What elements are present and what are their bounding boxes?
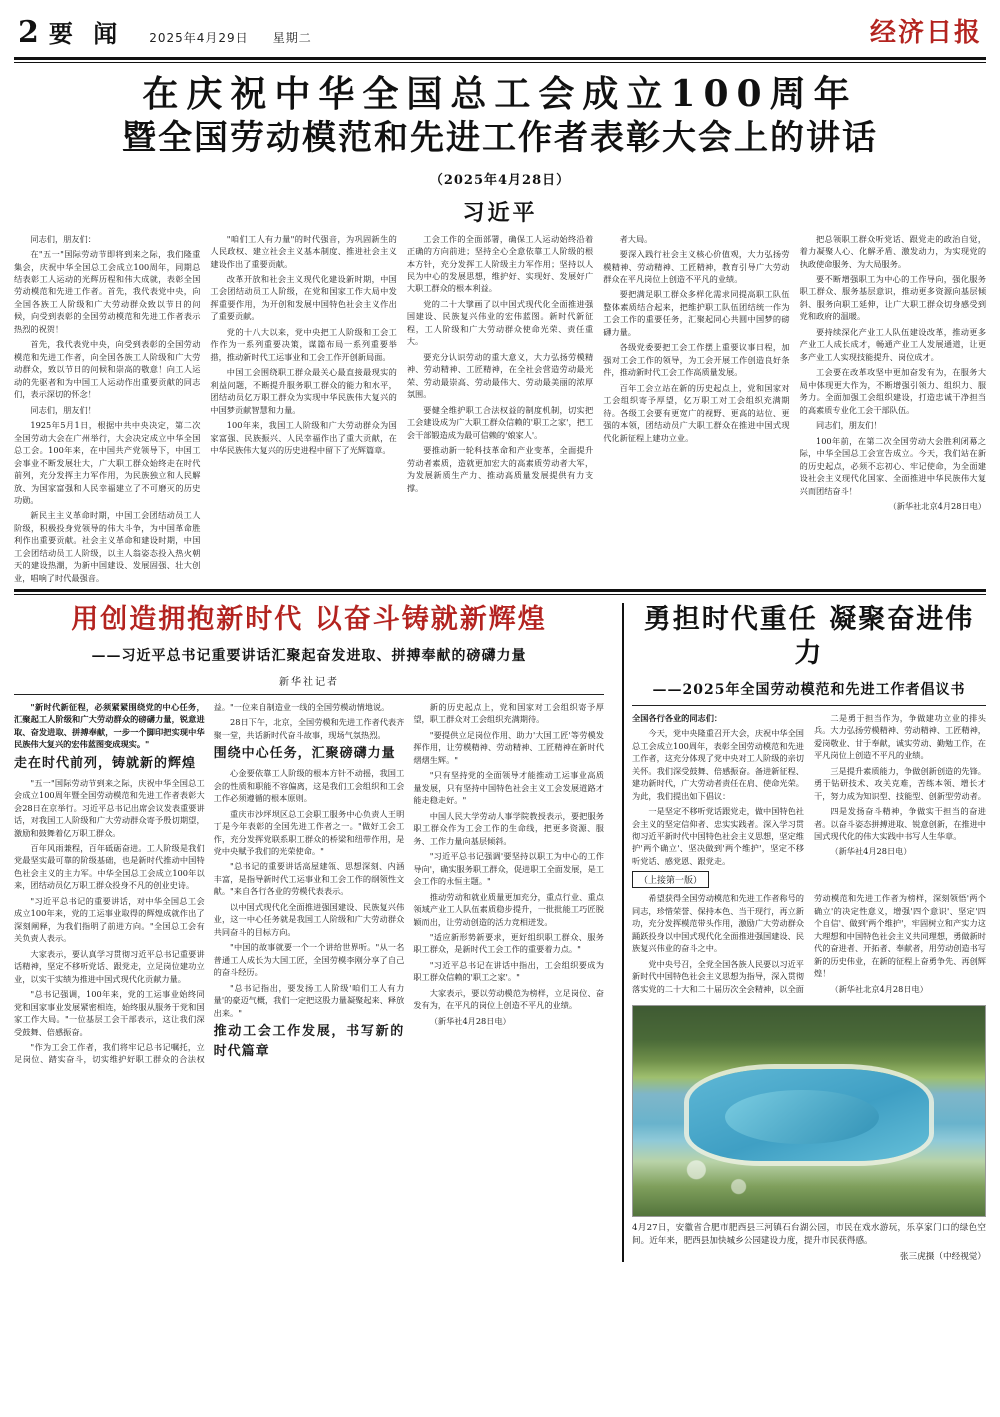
paragraph: 28日下午，北京，全国劳模和先进工作者代表齐聚一堂，共话新时代奋斗故事，现场气氛热烈。 (213, 717, 405, 740)
article-3-dateline: （新华社4月28日电） (830, 846, 912, 857)
article-2-lead: "新时代新征程，必须紧紧围绕党的中心任务，汇聚起工人阶级和广大劳动群众的磅礴力量，锐意进取、奋发进取、拼搏奉献，一步一个脚印把实现中华民族伟大复兴的宏伟蓝图变成现实。" (14, 702, 205, 750)
paragraph: 党的二十大擘画了以中国式现代化全面推进强国建设、民族复兴伟业的宏伟蓝图。新时代新征程，工人阶级和广大劳动群众使命光荣、责任重大。 (406, 298, 594, 347)
paragraph: 在"五一"国际劳动节即将到来之际，我们隆重集会，庆祝中华全国总工会成立100周年，同期总结表彰工人运动的光辉历程和伟大成就，表彰全国劳动模范和先进工作者。首先，我代表党中央，向全国各族工人阶级和广大劳动群众致以节日的问候，向受到表彰的全国劳动模范和先进工作者表示热烈的祝贺！ (14, 249, 201, 334)
article-column-1 (14, 233, 200, 588)
publication-weekday: 星期二 (272, 31, 312, 45)
publication-date: 2025年4月29日 (149, 31, 249, 45)
headline-date: （2025年4月28日） (429, 172, 571, 188)
paragraph: "要提供立足岗位作用、助力'大国工匠'等劳模发挥作用，让劳模精神、劳动精神、工匠精神在新时代熠熠生辉。" (413, 729, 604, 765)
article-2-body (14, 701, 604, 1066)
lower-section (14, 603, 986, 1262)
article-2-subhead: ——习近平总书记重要讲话汇聚起奋发进取、拼搏奉献的磅礴力量 (91, 648, 527, 664)
paragraph: 三是提升素质能力，争做创新创造的先锋。勇于钻研技术、攻关克难，苦练本领、增长才干，努力成为知识型、技能型、创新型劳动者。 (814, 765, 986, 801)
article-column-4 (603, 233, 789, 588)
paragraph: 要深入践行社会主义核心价值观，大力弘扬劳模精神、劳动精神、工匠精神，教育引导广大劳动群众在平凡岗位上创造不平凡的业绩。 (603, 249, 790, 284)
paragraph: 百年风雨兼程，百年砥砺奋进。工人阶级是我们党最坚实最可靠的阶级基础，也是新时代推动中国特色社会主义的主力军。中华全国总工会成立100年以来，团结动员亿万职工群众投身不凡的创业史诗。 (14, 842, 205, 891)
article-column-5 (800, 233, 986, 588)
paragraph: 新的历史起点上，党和国家对工会组织寄予厚望，职工群众对工会组织充满期待。 (413, 702, 604, 725)
paragraph: 大家表示，要认真学习贯彻习近平总书记重要讲话精神，坚定不移听党话、跟党走，立足岗位建功立业，以实干实绩为推进中国式现代化贡献力量。 (14, 948, 205, 984)
article-2-rule (14, 694, 604, 695)
article-3-subhead: ——2025年全国劳动模范和先进工作者倡议书 (652, 681, 966, 698)
section-divider-thick (14, 589, 986, 592)
paragraph: 党中央号召，全党全国各族人民要以习近平新时代中国特色社会主义思想为指导，深入贯彻落实党的二十大和二十届历次全会精神，以全面劳动模范和先进工作者为榜样，深刻领悟'两个确立'的决定性意义，增强'四个意识'、坚定'四个自信'、做到'两个维护'，牢固树立和产实力这大理想和中国特色社会主义共同理想，勇做新时代的奋进者、开拓者、奉献者，用劳动创造书写新的历史伟业，在新的征程上奋勇争先、再创辉煌！ (632, 893, 986, 994)
vertical-divider (622, 603, 624, 1262)
page-number: 2 (18, 15, 39, 50)
masthead (14, 10, 986, 55)
paragraph: "咱们工人有力量"的时代强音，为巩固新生的人民政权、建立社会主义基本制度、推进社会主义建设作出了重要贡献。 (210, 233, 397, 269)
main-article-columns (14, 233, 986, 588)
paragraph: 要健全维护职工合法权益的制度机制，切实把工会建设成为广大职工群众信赖的'职工之家'，把工会干部锻造成为最可信赖的'娘家人'。 (406, 404, 594, 440)
paragraph: 1925年5月1日，根据中共中央决定，第二次全国劳动大会在广州举行，大会决定成立中华全国总工会。100年来，在中国共产党领导下，中国工会事业不断发展壮大，广大职工群众始终走在时代前列，充分发挥主力军作用，为民族独立和人民解放、为国家富强和人民幸福建立了不可磨灭的历史功勋。 (14, 420, 201, 505)
paragraph: "习近平总书记在讲话中指出，工会组织要成为职工群众信赖的'职工之家'。" (413, 959, 604, 983)
article-3-body (632, 712, 986, 868)
main-headline (14, 71, 986, 227)
paragraph: "适应新形势新要求，更好组织职工群众、服务职工群众，是新时代工会工作的重要着力点。" (413, 931, 604, 955)
paragraph: 重庆市沙坪坝区总工会职工服务中心负责人王明丁是今年表彰的全国先进工作者之一。"做好工会工作，充分发挥党联系职工群众的桥梁和纽带作用，是党中央赋予我们的光荣使命。" (213, 808, 405, 856)
paragraph: "五一"国际劳动节到来之际，庆祝中华全国总工会成立100周年暨全国劳动模范和先进工作者表彰大会28日在京举行。习近平总书记出席会议发表重要讲话，对我国工人阶级和广大劳动群众寄予殷切期望，激励和鼓舞着亿万职工群众。 (14, 777, 205, 838)
paragraph: 把总领职工群众听党话、跟党走的政治自觉，着力凝聚人心、化解矛盾、激发动力，为实现党的执政使命服务、为大局服务。 (799, 233, 987, 269)
continued-from-label: （上接第一版） (632, 871, 709, 888)
paragraph: 中国人民大学劳动人事学院教授表示，要把服务职工群众作为工会工作的生命线，把更多资源、服务、工作力量向基层倾斜。 (413, 810, 604, 846)
paragraph: "总书记强调，100年来，党的工运事业始终同党和国家事业发展紧密相连，始终服从服务于党和国家工作大局。"一位基层工会干部表示，这让我们深受鼓舞、倍感振奋。 (14, 989, 205, 1037)
article-3-rule (632, 705, 986, 706)
paragraph: 心金要依靠工人阶级的根本方针不动摇，我国工会的性质和职能不容偏离，这是我们工会组织和工会工作必须遵循的根本原则。 (213, 768, 405, 804)
article-column-2 (210, 233, 396, 588)
paragraph: "总书记的重要讲话高屋建瓴、思想深刻、内涵丰富，是指导新时代工运事业和工会工作的纲领性文献。"来自各行各业的劳模代表表示。 (213, 861, 405, 897)
paragraph: 要持续深化产业工人队伍建设改革，推动更多产业工人成长成才，畅通产业工人发展通道，让更多产业工人实现技能提升、岗位成才。 (799, 326, 987, 362)
paragraph: 要推动新一轮科技革命和产业变革，全面提升劳动者素质，造就更加宏大的高素质劳动者大军，为发展新质生产力、推动高质量发展提供有力支撑。 (406, 445, 594, 493)
paragraph: 党的十八大以来，党中央把工人阶级和工会工作作为一系列重要决策，谋篇布局一系列重要举措，推动新时代工运事业和工会工作开创新局面。 (210, 326, 397, 362)
masthead-rule-thin (14, 62, 986, 63)
article-2-headline: 用创造拥抱新时代 以奋斗铸就新辉煌 (71, 604, 547, 636)
paragraph: "习近平总书记的重要讲话，对中华全国总工会成立100年来，党的工运事业取得的辉煌成就作出了深刻阐释，为我们指明了前进方向。"全国总工会有关负责人表示。 (14, 895, 205, 944)
paragraph: 要把满足职工群众多样化需求同提高职工队伍整体素质结合起来，把维护职工队伍团结统一作为工会工作的重要任务，汇聚起同心共圆中国梦的磅礴力量。 (603, 289, 790, 337)
paragraph: 二是勇于担当作为，争做建功立业的排头兵。大力弘扬劳模精神、劳动精神、工匠精神，爱岗敬业、甘于奉献，诚实劳动、勤勉工作，在平凡岗位上创造不平凡的业绩。 (814, 712, 986, 761)
paragraph: 工会要在改革攻坚中更加奋发有为，在服务大局中体现更大作为，不断增强引领力、组织力、服务力。全面加强工会组织建设，打造忠诚干净担当的高素质专业化工会干部队伍。 (799, 367, 987, 415)
photo-block (632, 1005, 986, 1263)
paragraph: 一是坚定不移听党话跟党走，做中国特色社会主义的坚定信仰者、忠实实践者。深入学习贯彻习近平新时代中国特色社会主义思想，坚定维护'两个确立'、坚决做到'两个维护'，坚定不移听党话、感党恩、跟党走。 (632, 806, 804, 866)
park-photo (632, 1005, 986, 1217)
section-divider-thin (14, 594, 986, 595)
article-3-headline: 勇担时代重任 凝聚奋进伟力 (643, 604, 975, 669)
paragraph: "只有坚持党的全面领导才能推动工运事业高质量发展，只有坚持中国特色社会主义工会发展道路才能走稳走好。" (413, 770, 604, 806)
paragraph: 要充分认识劳动的重大意义，大力弘扬劳模精神、劳动精神、工匠精神，在全社会营造劳动最光荣、劳动最崇高、劳动最伟大、劳动最美丽的浓厚氛围。 (406, 351, 594, 400)
paragraph: 同志们，朋友们！ (816, 420, 882, 431)
paragraph: 同志们，朋友们： (30, 233, 96, 244)
paragraph: 工会工作的全面部署，确保工人运动始终沿着正确的方向前进；坚持全心全意依靠工人阶级的根本方针，充分发挥工人阶级主力军作用；坚持以人民为中心的发展思想，维护好、实现好、发展好广大职工群众的根本利益。 (406, 233, 594, 294)
paragraph: 以中国式现代化全面推进强国建设、民族复兴伟业，这一中心任务就是我国工人阶级和广大劳动群众共同奋斗的目标方向。 (213, 901, 405, 937)
paragraph: 100年来，我国工人阶级和广大劳动群众为国家富强、民族振兴、人民幸福作出了重大贡献，在中华民族伟大复兴的历史进程中留下了光辉篇章。 (210, 420, 397, 456)
paragraph: 希望获得全国劳动模范和先进工作者称号的同志，珍惜荣誉、保持本色、当干现行，再立新功，充分发挥模范带头作用，激励广大劳动群众踊跃投身以中国式现代化全面推进强国建设、民族复兴伟业的奋斗之中。 (632, 893, 804, 954)
paragraph: "习近平总书记强调'要坚持以职工为中心的工作导向'，确实服务职工群众，促进职工全面发展，是工会工作的永恒主题。" (413, 851, 604, 887)
photo-credit: 张三虎摄（中经视觉） (900, 1252, 986, 1263)
paragraph: 四是发扬奋斗精神，争做实干担当的奋进者。以奋斗姿态拼搏进取、锐意创新，在推进中国式现代化的伟大实践中书写人生华章。 (814, 806, 986, 841)
section-title: 要 闻 (48, 19, 124, 48)
article-3 (632, 603, 986, 1262)
masthead-left (18, 14, 312, 49)
paragraph: 今天，党中央隆重召开大会，庆祝中华全国总工会成立100周年，表彰全国劳动模范和先进工作者，这充分体现了党中央对工人阶级的亲切关怀。我们深受鼓舞、倍感振奋。备进新征程、建功新时代，广大劳动者责任在肩、使命光荣。为此，我们提出如下倡议： (632, 728, 804, 801)
paragraph: 新民主主义革命时期，中国工会团结动员工人阶级，积极投身党领导的伟大斗争，为中国革命胜利作出重要贡献。社会主义革命和建设时期，中国工会团结动员工人阶级，以主人翁姿态投入热火朝天的建设热潮，为新中国建设、发展固强、壮大创业，唱响了时代最强音。 (14, 510, 201, 583)
headline-line-2: 暨全国劳动模范和先进工作者表彰大会上的讲话 (122, 118, 878, 159)
paragraph: 推动劳动和就业质量更加充分，重点行业、重点领域产业工人队伍素质稳步提升，一批批能工巧匠脱颖而出，让劳动创造的活力竞相迸发。 (413, 891, 604, 927)
paragraph: 改革开放和社会主义现代化建设新时期，中国工会团结动员工人阶级，在党和国家工作大局中发挥重要作用，为开创和发展中国特色社会主义作出了重要贡献。 (210, 274, 397, 322)
article-2-dateline: （新华社4月28日电） (429, 1015, 511, 1026)
paragraph: "作为工会工作者，我们将牢记总书记嘱托，立足岗位、踏实奋斗，切实维护好职工群众的合法权益。"一位来自制造业一线的全国劳模动情地说。 (14, 702, 390, 1065)
paragraph: 中国工会围绕职工群众最关心最直接最现实的利益问题，不断提升服务职工群众的能力和水平，团结动员亿万职工群众为实现中华民族伟大复兴的中国梦贡献智慧和力量。 (210, 367, 397, 415)
article-3-final-note: （新华社北京4月28日电） (830, 983, 928, 994)
paragraph: "总书记指出，要发扬工人阶级'咱们工人有力量'的豪迈气概，我们一定把这股力量凝聚起来、释放出来。" (213, 982, 405, 1018)
headline-line-1: 在庆祝中华全国总工会成立100周年 (142, 73, 858, 115)
article-2-section-title-1: 走在时代前列，铸就新的辉煌 (14, 755, 197, 771)
photo-caption: 4月27日，安徽省合肥市肥西县三河镇石台湖公园，市民在戏水游玩，乐享家门口的绿色空间。近年来，肥西县加快城乡公园建设力度，提升市民获得感。 (632, 1222, 986, 1246)
article-dateline: （新华社北京4月28日电） (888, 500, 987, 511)
article-3-salutation: 全国各行各业的同志们： (632, 712, 723, 723)
masthead-rule-thick (14, 57, 986, 60)
paragraph: 者大局。 (619, 233, 653, 244)
article-3-continued (632, 892, 986, 996)
paper-name: 经济日报 (869, 18, 982, 48)
article-2-section-title-3: 推动工会工作发展，书写新的时代篇章 (213, 1024, 405, 1059)
paragraph: 各级党委要把工会工作摆上重要议事日程，加强对工会工作的领导，为工会开展工作创造良好条件，推动新时代工会工作高质量发展。 (603, 342, 790, 378)
article-2-byline: 新华社记者 (279, 677, 339, 688)
paragraph: 首先，我代表党中央，向受到表彰的全国劳动模范和先进工作者，向全国各族工人阶级和广大劳动群众，致以节日的问候和崇高的敬意！向工人运动的先驱者和为中国工人运动作出重要贡献的同志们，表示深切的怀念！ (14, 339, 201, 400)
article-author: 习近平 (462, 199, 538, 226)
paragraph: 要不断增强职工为中心的工作导向，强化服务职工群众、服务基层意识，推动更多资源向基层倾斜、服务向职工延伸，让广大职工群众切身感受到党和政府的温暖。 (799, 274, 987, 322)
article-2 (14, 603, 614, 1262)
article-2-section-title-2: 围绕中心任务，汇聚磅礴力量 (213, 746, 396, 762)
paragraph: 100年前，在第二次全国劳动大会胜利闭幕之际，中华全国总工会宣告成立。今天，我们站在新的历史起点，必须不忘初心、牢记使命，为全面建设社会主义现代化国家、全面推进中华民族伟大复兴而团结奋斗！ (799, 435, 987, 496)
paragraph: 同志们，朋友们！ (30, 404, 96, 415)
paragraph: "中国的故事就要一个一个讲给世界听。"从一名普通工人成长为大国工匠，全国劳模李刚分享了自己的奋斗经历。 (213, 942, 405, 978)
paragraph: 百年工会立站在新的历史起点上，党和国家对工会组织寄予厚望，亿万职工对工会组织充满期待。各级工会要有更宽广的视野、更高的站位、更强的本领，团结动员广大职工群众在推进中国式现代化新征程上建功立业。 (603, 382, 790, 443)
paragraph: 大家表示，要以劳动模范为榜样，立足岗位、奋发有为，在平凡的岗位上创造不平凡的业绩。 (413, 987, 604, 1011)
article-column-3 (407, 233, 593, 588)
